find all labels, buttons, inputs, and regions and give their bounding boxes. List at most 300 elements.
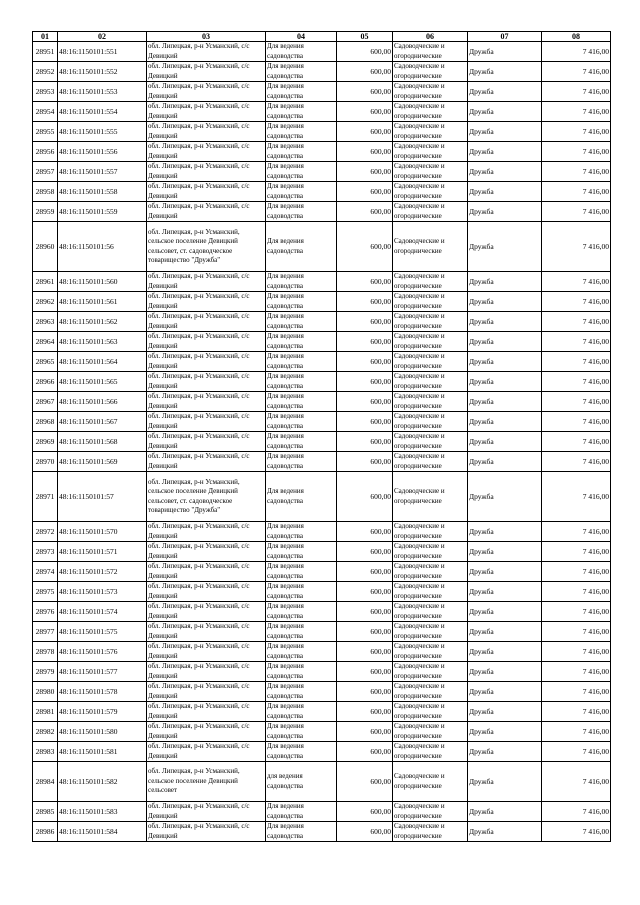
address-cell: обл. Липецкая, р-н Усманский, с/с Девицкий — [147, 742, 266, 762]
land-use-cell: Для ведения садоводства — [266, 272, 337, 292]
address-cell: обл. Липецкая, р-н Усманский, с/с Девицкий — [147, 562, 266, 582]
row-number-cell: 28954 — [33, 102, 58, 122]
address-cell: обл. Липецкая, р-н Усманский, с/с Девицкий — [147, 102, 266, 122]
partnership-cell: Дружба — [468, 702, 542, 722]
table-row — [33, 122, 611, 142]
table-row — [33, 162, 611, 182]
land-use-cell: Для ведения садоводства — [266, 162, 337, 182]
land-use-cell: Для ведения садоводства — [266, 142, 337, 162]
cadastral-number-cell: 48:16:1150101:560 — [58, 272, 147, 292]
partnership-cell: Дружба — [468, 312, 542, 332]
partnership-cell: Дружба — [468, 582, 542, 602]
area-cell: 600,00 — [337, 802, 393, 822]
cadastral-number-cell: 48:16:1150101:578 — [58, 682, 147, 702]
partnership-cell: Дружба — [468, 392, 542, 412]
price-cell: 7 416,00 — [542, 682, 611, 702]
price-cell: 7 416,00 — [542, 602, 611, 622]
header-cell: 01 — [33, 32, 58, 42]
area-cell: 600,00 — [337, 142, 393, 162]
partnership-cell: Дружба — [468, 622, 542, 642]
table-row — [33, 522, 611, 542]
table-row — [33, 542, 611, 562]
category-cell: Садоводческие и огороднические — [393, 432, 468, 452]
row-number-cell: 28982 — [33, 722, 58, 742]
cadastral-number-cell: 48:16:1150101:559 — [58, 202, 147, 222]
table-row — [33, 142, 611, 162]
partnership-cell: Дружба — [468, 142, 542, 162]
cadastral-number-cell: 48:16:1150101:573 — [58, 582, 147, 602]
area-cell: 600,00 — [337, 122, 393, 142]
address-cell: обл. Липецкая, р-н Усманский, с/с Девицкий — [147, 822, 266, 842]
partnership-cell: Дружба — [468, 662, 542, 682]
row-number-cell: 28978 — [33, 642, 58, 662]
table-row — [33, 452, 611, 472]
category-cell: Садоводческие и огороднические — [393, 312, 468, 332]
cadastral-number-cell: 48:16:1150101:577 — [58, 662, 147, 682]
address-cell: обл. Липецкая, р-н Усманский, с/с Девицкий — [147, 202, 266, 222]
land-use-cell: Для ведения садоводства — [266, 702, 337, 722]
area-cell: 600,00 — [337, 62, 393, 82]
land-use-cell: Для ведения садоводства — [266, 722, 337, 742]
partnership-cell: Дружба — [468, 222, 542, 272]
row-number-cell: 28980 — [33, 682, 58, 702]
land-use-cell: Для ведения садоводства — [266, 662, 337, 682]
table-row — [33, 662, 611, 682]
area-cell: 600,00 — [337, 162, 393, 182]
cadastral-number-cell: 48:16:1150101:567 — [58, 412, 147, 432]
price-cell: 7 416,00 — [542, 352, 611, 372]
table-row — [33, 62, 611, 82]
row-number-cell: 28970 — [33, 452, 58, 472]
row-number-cell: 28951 — [33, 42, 58, 62]
price-cell: 7 416,00 — [542, 122, 611, 142]
price-cell: 7 416,00 — [542, 762, 611, 802]
price-cell: 7 416,00 — [542, 292, 611, 312]
category-cell: Садоводческие и огороднические — [393, 642, 468, 662]
address-cell: обл. Липецкая, р-н Усманский, с/с Девицкий — [147, 802, 266, 822]
partnership-cell: Дружба — [468, 722, 542, 742]
row-number-cell: 28959 — [33, 202, 58, 222]
address-cell: обл. Липецкая, р-н Усманский, с/с Девицкий — [147, 62, 266, 82]
price-cell: 7 416,00 — [542, 822, 611, 842]
address-cell: обл. Липецкая, р-н Усманский, с/с Девицкий — [147, 312, 266, 332]
price-cell: 7 416,00 — [542, 622, 611, 642]
category-cell: Садоводческие и огороднические — [393, 522, 468, 542]
cadastral-number-cell: 48:16:1150101:584 — [58, 822, 147, 842]
category-cell: Садоводческие и огороднические — [393, 622, 468, 642]
row-number-cell: 28968 — [33, 412, 58, 432]
cadastral-number-cell: 48:16:1150101:553 — [58, 82, 147, 102]
area-cell: 600,00 — [337, 822, 393, 842]
area-cell: 600,00 — [337, 312, 393, 332]
cadastral-number-cell: 48:16:1150101:566 — [58, 392, 147, 412]
category-cell: Садоводческие и огороднические — [393, 372, 468, 392]
table-row — [33, 822, 611, 842]
address-cell: обл. Липецкая, р-н Усманский, с/с Девицкий — [147, 642, 266, 662]
row-number-cell: 28960 — [33, 222, 58, 272]
table-row — [33, 562, 611, 582]
price-cell: 7 416,00 — [542, 142, 611, 162]
row-number-cell: 28981 — [33, 702, 58, 722]
cadastral-number-cell: 48:16:1150101:556 — [58, 142, 147, 162]
cadastral-number-cell: 48:16:1150101:558 — [58, 182, 147, 202]
cadastral-number-cell: 48:16:1150101:569 — [58, 452, 147, 472]
price-cell: 7 416,00 — [542, 742, 611, 762]
address-cell: обл. Липецкая, р-н Усманский, с/с Девицкий — [147, 522, 266, 542]
table-row — [33, 642, 611, 662]
area-cell: 600,00 — [337, 42, 393, 62]
category-cell: Садоводческие и огороднические — [393, 62, 468, 82]
partnership-cell: Дружба — [468, 762, 542, 802]
cadastral-number-cell: 48:16:1150101:572 — [58, 562, 147, 582]
partnership-cell: Дружба — [468, 42, 542, 62]
category-cell: Садоводческие и огороднические — [393, 742, 468, 762]
area-cell: 600,00 — [337, 702, 393, 722]
land-use-cell: Для ведения садоводства — [266, 642, 337, 662]
row-number-cell: 28957 — [33, 162, 58, 182]
land-use-cell: Для ведения садоводства — [266, 202, 337, 222]
partnership-cell: Дружба — [468, 102, 542, 122]
price-cell: 7 416,00 — [542, 372, 611, 392]
partnership-cell: Дружба — [468, 642, 542, 662]
land-use-cell: Для ведения садоводства — [266, 602, 337, 622]
partnership-cell: Дружба — [468, 202, 542, 222]
price-cell: 7 416,00 — [542, 802, 611, 822]
row-number-cell: 28955 — [33, 122, 58, 142]
area-cell: 600,00 — [337, 82, 393, 102]
header-cell: 07 — [468, 32, 542, 42]
row-number-cell: 28974 — [33, 562, 58, 582]
price-cell: 7 416,00 — [542, 62, 611, 82]
row-number-cell: 28965 — [33, 352, 58, 372]
category-cell: Садоводческие и огороднические — [393, 472, 468, 522]
table-row — [33, 332, 611, 352]
land-use-cell: Для ведения садоводства — [266, 452, 337, 472]
land-use-cell: Для ведения садоводства — [266, 332, 337, 352]
partnership-cell: Дружба — [468, 352, 542, 372]
category-cell: Садоводческие и огороднические — [393, 202, 468, 222]
row-number-cell: 28985 — [33, 802, 58, 822]
category-cell: Садоводческие и огороднические — [393, 392, 468, 412]
cadastral-number-cell: 48:16:1150101:570 — [58, 522, 147, 542]
land-use-cell: Для ведения садоводства — [266, 472, 337, 522]
address-cell: обл. Липецкая, р-н Усманский, с/с Девицкий — [147, 82, 266, 102]
area-cell: 600,00 — [337, 272, 393, 292]
cadastral-number-cell: 48:16:1150101:574 — [58, 602, 147, 622]
price-cell: 7 416,00 — [542, 452, 611, 472]
land-use-cell: Для ведения садоводства — [266, 742, 337, 762]
area-cell: 600,00 — [337, 452, 393, 472]
table-row — [33, 602, 611, 622]
area-cell: 600,00 — [337, 662, 393, 682]
land-use-cell: для ведения садоводства — [266, 762, 337, 802]
row-number-cell: 28956 — [33, 142, 58, 162]
table-row — [33, 272, 611, 292]
cadastral-number-cell: 48:16:1150101:57 — [58, 472, 147, 522]
address-cell: обл. Липецкая, р-н Усманский, с/с Девицкий — [147, 702, 266, 722]
partnership-cell: Дружба — [468, 822, 542, 842]
partnership-cell: Дружба — [468, 472, 542, 522]
address-cell: обл. Липецкая, р-н Усманский, с/с Девицкий — [147, 662, 266, 682]
address-cell: обл. Липецкая, р-н Усманский, с/с Девицкий — [147, 122, 266, 142]
address-cell: обл. Липецкая, р-н Усманский, с/с Девицкий — [147, 42, 266, 62]
category-cell: Садоводческие и огороднические — [393, 542, 468, 562]
area-cell: 600,00 — [337, 682, 393, 702]
cadastral-number-cell: 48:16:1150101:555 — [58, 122, 147, 142]
price-cell: 7 416,00 — [542, 332, 611, 352]
land-use-cell: Для ведения садоводства — [266, 122, 337, 142]
land-use-cell: Для ведения садоводства — [266, 42, 337, 62]
price-cell: 7 416,00 — [542, 312, 611, 332]
row-number-cell: 28975 — [33, 582, 58, 602]
category-cell: Садоводческие и огороднические — [393, 662, 468, 682]
row-number-cell: 28966 — [33, 372, 58, 392]
header-cell: 02 — [58, 32, 147, 42]
category-cell: Садоводческие и огороднические — [393, 82, 468, 102]
address-cell: обл. Липецкая, р-н Усманский, с/с Девицкий — [147, 682, 266, 702]
price-cell: 7 416,00 — [542, 392, 611, 412]
land-use-cell: Для ведения садоводства — [266, 822, 337, 842]
area-cell: 600,00 — [337, 292, 393, 312]
area-cell: 600,00 — [337, 332, 393, 352]
price-cell: 7 416,00 — [542, 472, 611, 522]
price-cell: 7 416,00 — [542, 662, 611, 682]
partnership-cell: Дружба — [468, 82, 542, 102]
partnership-cell: Дружба — [468, 562, 542, 582]
table-row — [33, 702, 611, 722]
category-cell: Садоводческие и огороднические — [393, 822, 468, 842]
area-cell: 600,00 — [337, 432, 393, 452]
land-use-cell: Для ведения садоводства — [266, 682, 337, 702]
category-cell: Садоводческие и огороднические — [393, 272, 468, 292]
header-cell: 08 — [542, 32, 611, 42]
land-use-cell: Для ведения садоводства — [266, 522, 337, 542]
partnership-cell: Дружба — [468, 292, 542, 312]
address-cell: обл. Липецкая, р-н Усманский, с/с Девицкий — [147, 622, 266, 642]
partnership-cell: Дружба — [468, 602, 542, 622]
address-cell: обл. Липецкая, р-н Усманский, с/с Девицкий — [147, 332, 266, 352]
header-cell: 05 — [337, 32, 393, 42]
address-cell: обл. Липецкая, р-н Усманский, с/с Девицкий — [147, 412, 266, 432]
partnership-cell: Дружба — [468, 182, 542, 202]
price-cell: 7 416,00 — [542, 162, 611, 182]
cadastral-number-cell: 48:16:1150101:564 — [58, 352, 147, 372]
category-cell: Садоводческие и огороднические — [393, 222, 468, 272]
address-cell: обл. Липецкая, р-н Усманский, с/с Девицкий — [147, 182, 266, 202]
land-use-cell: Для ведения садоводства — [266, 622, 337, 642]
land-use-cell: Для ведения садоводства — [266, 582, 337, 602]
partnership-cell: Дружба — [468, 62, 542, 82]
address-cell: обл. Липецкая, р-н Усманский, с/с Девицкий — [147, 292, 266, 312]
area-cell: 600,00 — [337, 582, 393, 602]
cadastral-number-cell: 48:16:1150101:571 — [58, 542, 147, 562]
land-use-cell: Для ведения садоводства — [266, 392, 337, 412]
partnership-cell: Дружба — [468, 372, 542, 392]
partnership-cell: Дружба — [468, 162, 542, 182]
address-cell: обл. Липецкая, р-н Усманский, с/с Девицкий — [147, 582, 266, 602]
address-cell: обл. Липецкая, р-н Усманский, с/с Девицкий — [147, 392, 266, 412]
area-cell: 600,00 — [337, 372, 393, 392]
partnership-cell: Дружба — [468, 802, 542, 822]
address-cell: обл. Липецкая, р-н Усманский, с/с Девицкий — [147, 372, 266, 392]
land-use-cell: Для ведения садоводства — [266, 352, 337, 372]
land-use-cell: Для ведения садоводства — [266, 312, 337, 332]
land-use-cell: Для ведения садоводства — [266, 102, 337, 122]
cadastral-number-cell: 48:16:1150101:581 — [58, 742, 147, 762]
table-row — [33, 802, 611, 822]
address-cell: обл. Липецкая, р-н Усманский, сельское поселение Девицкий сельсовет, ст. садоводческое товарищество "Дружба" — [147, 472, 266, 522]
cadastral-number-cell: 48:16:1150101:551 — [58, 42, 147, 62]
row-number-cell: 28984 — [33, 762, 58, 802]
land-use-cell: Для ведения садоводства — [266, 82, 337, 102]
category-cell: Садоводческие и огороднические — [393, 562, 468, 582]
table-row — [33, 622, 611, 642]
area-cell: 600,00 — [337, 472, 393, 522]
cadastral-number-cell: 48:16:1150101:568 — [58, 432, 147, 452]
price-cell: 7 416,00 — [542, 222, 611, 272]
price-cell: 7 416,00 — [542, 562, 611, 582]
price-cell: 7 416,00 — [542, 702, 611, 722]
header-cell: 04 — [266, 32, 337, 42]
address-cell: обл. Липецкая, р-н Усманский, с/с Девицкий — [147, 162, 266, 182]
table-row — [33, 102, 611, 122]
cadastral-number-cell: 48:16:1150101:554 — [58, 102, 147, 122]
area-cell: 600,00 — [337, 222, 393, 272]
area-cell: 600,00 — [337, 722, 393, 742]
area-cell: 600,00 — [337, 182, 393, 202]
row-number-cell: 28952 — [33, 62, 58, 82]
row-number-cell: 28962 — [33, 292, 58, 312]
area-cell: 600,00 — [337, 542, 393, 562]
row-number-cell: 28969 — [33, 432, 58, 452]
cadastral-number-cell: 48:16:1150101:563 — [58, 332, 147, 352]
partnership-cell: Дружба — [468, 432, 542, 452]
address-cell: обл. Липецкая, р-н Усманский, с/с Девицкий — [147, 432, 266, 452]
category-cell: Садоводческие и огороднические — [393, 582, 468, 602]
address-cell: обл. Липецкая, р-н Усманский, с/с Девицкий — [147, 452, 266, 472]
table-row — [33, 222, 611, 272]
partnership-cell: Дружба — [468, 542, 542, 562]
row-number-cell: 28972 — [33, 522, 58, 542]
partnership-cell: Дружба — [468, 742, 542, 762]
cadastral-number-cell: 48:16:1150101:579 — [58, 702, 147, 722]
table-row — [33, 292, 611, 312]
category-cell: Садоводческие и огороднические — [393, 332, 468, 352]
cadastral-number-cell: 48:16:1150101:552 — [58, 62, 147, 82]
cadastral-number-cell: 48:16:1150101:56 — [58, 222, 147, 272]
category-cell: Садоводческие и огороднические — [393, 42, 468, 62]
row-number-cell: 28958 — [33, 182, 58, 202]
area-cell: 600,00 — [337, 622, 393, 642]
area-cell: 600,00 — [337, 602, 393, 622]
cadastral-number-cell: 48:16:1150101:582 — [58, 762, 147, 802]
land-use-cell: Для ведения садоводства — [266, 372, 337, 392]
category-cell: Садоводческие и огороднические — [393, 452, 468, 472]
category-cell: Садоводческие и огороднические — [393, 682, 468, 702]
category-cell: Садоводческие и огороднические — [393, 722, 468, 742]
table-row — [33, 412, 611, 432]
address-cell: обл. Липецкая, р-н Усманский, с/с Девицкий — [147, 722, 266, 742]
area-cell: 600,00 — [337, 642, 393, 662]
table-row — [33, 682, 611, 702]
price-cell: 7 416,00 — [542, 102, 611, 122]
category-cell: Садоводческие и огороднические — [393, 102, 468, 122]
category-cell: Садоводческие и огороднические — [393, 292, 468, 312]
row-number-cell: 28964 — [33, 332, 58, 352]
table-row — [33, 762, 611, 802]
table-row — [33, 352, 611, 372]
land-use-cell: Для ведения садоводства — [266, 292, 337, 312]
header-cell: 06 — [393, 32, 468, 42]
table-row — [33, 372, 611, 392]
area-cell: 600,00 — [337, 412, 393, 432]
row-number-cell: 28983 — [33, 742, 58, 762]
area-cell: 600,00 — [337, 562, 393, 582]
address-cell: обл. Липецкая, р-н Усманский, с/с Девицкий — [147, 352, 266, 372]
table-row — [33, 202, 611, 222]
land-use-cell: Для ведения садоводства — [266, 542, 337, 562]
price-cell: 7 416,00 — [542, 182, 611, 202]
category-cell: Садоводческие и огороднические — [393, 352, 468, 372]
table-row — [33, 42, 611, 62]
price-cell: 7 416,00 — [542, 542, 611, 562]
area-cell: 600,00 — [337, 392, 393, 412]
land-use-cell: Для ведения садоводства — [266, 62, 337, 82]
row-number-cell: 28986 — [33, 822, 58, 842]
area-cell: 600,00 — [337, 352, 393, 372]
area-cell: 600,00 — [337, 102, 393, 122]
category-cell: Садоводческие и огороднические — [393, 762, 468, 802]
table-row — [33, 182, 611, 202]
cadastral-number-cell: 48:16:1150101:576 — [58, 642, 147, 662]
cadastral-number-cell: 48:16:1150101:562 — [58, 312, 147, 332]
table-row — [33, 742, 611, 762]
table-row — [33, 312, 611, 332]
price-cell: 7 416,00 — [542, 432, 611, 452]
category-cell: Садоводческие и огороднические — [393, 122, 468, 142]
table-row — [33, 722, 611, 742]
land-use-cell: Для ведения садоводства — [266, 182, 337, 202]
table-row — [33, 472, 611, 522]
land-use-cell: Для ведения садоводства — [266, 222, 337, 272]
cadastral-number-cell: 48:16:1150101:580 — [58, 722, 147, 742]
land-registry-table — [32, 31, 611, 842]
cadastral-number-cell: 48:16:1150101:557 — [58, 162, 147, 182]
partnership-cell: Дружба — [468, 682, 542, 702]
address-cell: обл. Липецкая, р-н Усманский, с/с Девицкий — [147, 602, 266, 622]
area-cell: 600,00 — [337, 202, 393, 222]
row-number-cell: 28961 — [33, 272, 58, 292]
cadastral-number-cell: 48:16:1150101:561 — [58, 292, 147, 312]
price-cell: 7 416,00 — [542, 202, 611, 222]
partnership-cell: Дружба — [468, 452, 542, 472]
category-cell: Садоводческие и огороднические — [393, 702, 468, 722]
header-cell: 03 — [147, 32, 266, 42]
row-number-cell: 28963 — [33, 312, 58, 332]
category-cell: Садоводческие и огороднические — [393, 182, 468, 202]
address-cell: обл. Липецкая, р-н Усманский, сельское поселение Девицкий сельсовет, ст. садоводческое товарищество "Дружба" — [147, 222, 266, 272]
category-cell: Садоводческие и огороднические — [393, 412, 468, 432]
header-row — [33, 32, 611, 42]
partnership-cell: Дружба — [468, 332, 542, 352]
land-use-cell: Для ведения садоводства — [266, 412, 337, 432]
price-cell: 7 416,00 — [542, 82, 611, 102]
price-cell: 7 416,00 — [542, 272, 611, 292]
row-number-cell: 28953 — [33, 82, 58, 102]
area-cell: 600,00 — [337, 742, 393, 762]
row-number-cell: 28977 — [33, 622, 58, 642]
category-cell: Садоводческие и огороднические — [393, 602, 468, 622]
